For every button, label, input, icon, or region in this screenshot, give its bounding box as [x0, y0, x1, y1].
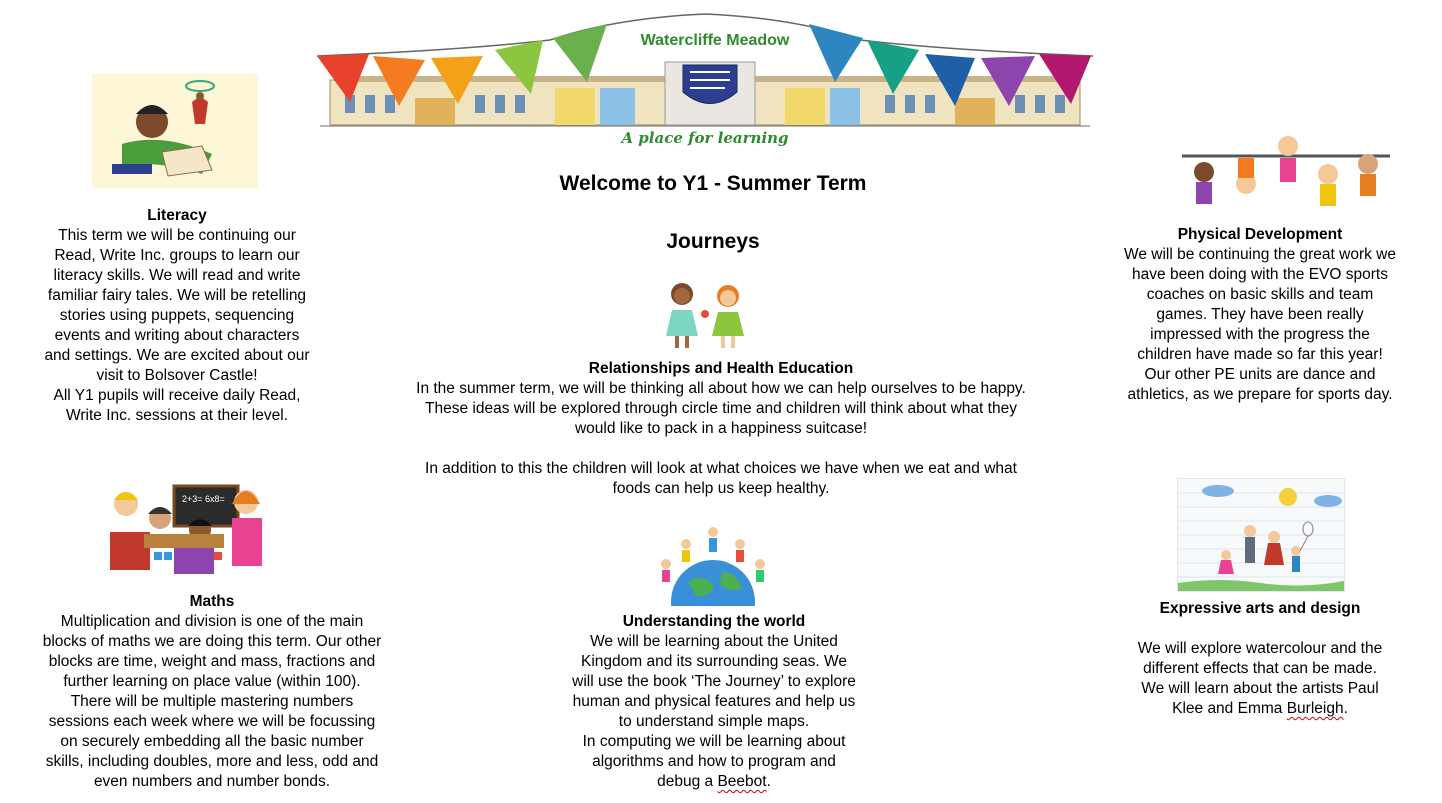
- literacy-line: Read, Write Inc. groups to learn our: [54, 247, 300, 264]
- pd-heading: Physical Development: [1177, 226, 1343, 243]
- ead-spellcheck-word: Burleigh: [1286, 700, 1344, 717]
- world-line: In computing we will be learning about: [582, 733, 846, 750]
- world-line: algorithms and how to program and: [592, 753, 836, 770]
- world-line: human and physical features and help us: [572, 693, 856, 710]
- world-line: Kingdom and its surrounding seas. We: [581, 653, 847, 670]
- maths-line: There will be multiple mastering numbers: [70, 693, 354, 710]
- world-line: will use the book ‘The Journey’ to explore: [572, 673, 856, 690]
- pd-line: We will be continuing the great work we: [1124, 246, 1396, 263]
- maths-line: blocks of maths we are doing this term. Our other: [42, 633, 382, 650]
- literacy-line: Write Inc. sessions at their level.: [66, 407, 288, 424]
- ead-last-line-prefix: Klee and Emma: [1172, 700, 1287, 717]
- world-spellcheck-word: Beebot: [717, 773, 767, 790]
- ead-line: We will explore watercolour and the: [1137, 640, 1383, 657]
- maths-line: sessions each week where we will be focussing: [48, 713, 376, 730]
- literacy-line: events and writing about characters: [54, 327, 300, 344]
- world-image: [648, 522, 778, 606]
- pd-line: Our other PE units are dance and: [1144, 366, 1376, 383]
- maths-section: [22, 592, 402, 792]
- pd-line: children have made so far this year!: [1137, 346, 1383, 363]
- pd-line: athletics, as we prepare for sports day.: [1127, 386, 1393, 403]
- blackboard-text: 2+3= 6x8=: [182, 494, 225, 504]
- pd-line: coaches on basic skills and team: [1146, 286, 1374, 303]
- literacy-line: familiar fairy tales. We will be retelling: [47, 287, 307, 304]
- rhe-line: [371, 439, 1071, 459]
- literacy-image: [92, 74, 258, 188]
- rhe-image: [658, 280, 754, 352]
- world-last-line: [548, 772, 880, 792]
- maths-line: blocks are time, weight and mass, fractions and: [48, 653, 376, 670]
- literacy-line: visit to Bolsover Castle!: [96, 367, 258, 384]
- literacy-line: stories using puppets, sequencing: [59, 307, 295, 324]
- rhe-line: would like to pack in a happiness suitcase!: [574, 420, 868, 437]
- school-tagline: A place for learning: [621, 129, 789, 147]
- maths-line: Multiplication and division is one of the main: [60, 613, 364, 630]
- ead-heading: Expressive arts and design: [1159, 600, 1361, 617]
- ead-line: different effects that can be made.: [1143, 660, 1377, 677]
- pd-section: [1100, 225, 1420, 405]
- world-last-line-prefix: debug a: [657, 773, 718, 790]
- pd-line: have been doing with the EVO sports: [1132, 266, 1388, 283]
- ead-line: We will learn about the artists Paul: [1141, 680, 1379, 697]
- school-banner: [315, 10, 1095, 150]
- world-line: We will be learning about the United: [590, 633, 838, 650]
- literacy-line: This term we will be continuing our: [58, 227, 296, 244]
- school-name: Watercliffe Meadow: [640, 32, 790, 49]
- rhe-line: These ideas will be explored through circle time and children will think about what they: [425, 400, 1017, 417]
- maths-image: [104, 482, 266, 586]
- maths-line: on securely embedding all the basic number: [60, 733, 364, 750]
- rhe-line: foods can help us keep healthy.: [612, 480, 830, 497]
- world-section: [548, 612, 880, 792]
- rhe-heading: Relationships and Health Education: [588, 360, 854, 377]
- rhe-line: In the summer term, we will be thinking all about how we can help ourselves to be happy.: [416, 380, 1026, 397]
- ead-section: [1110, 599, 1410, 719]
- pd-image: [1182, 134, 1390, 220]
- world-last-line-suffix: .: [766, 773, 771, 790]
- ead-last-line-suffix: .: [1343, 700, 1348, 717]
- pd-line: games. They have been really: [1156, 306, 1364, 323]
- world-line: to understand simple maps.: [618, 713, 810, 730]
- literacy-heading: Literacy: [147, 207, 207, 224]
- rhe-line: In addition to this the children will look at what choices we have when we eat and what: [425, 460, 1017, 477]
- maths-heading: Maths: [189, 593, 235, 610]
- ead-image: [1177, 478, 1345, 592]
- ead-last-line: [1110, 699, 1410, 719]
- world-heading: Understanding the world: [622, 613, 806, 630]
- literacy-line: All Y1 pupils will receive daily Read,: [53, 387, 301, 404]
- rhe-section: [371, 359, 1071, 499]
- maths-line: even numbers and number bonds.: [93, 773, 331, 790]
- maths-line: further learning on place value (within 100).: [63, 673, 361, 690]
- page-title: Welcome to Y1 - Summer Term: [559, 172, 867, 195]
- literacy-line: literacy skills. We will read and write: [53, 267, 301, 284]
- pd-line: impressed with the progress the: [1150, 326, 1370, 343]
- literacy-line: and settings. We are excited about our: [44, 347, 310, 364]
- page-subtitle: Journeys: [666, 230, 760, 253]
- literacy-section: [22, 206, 332, 426]
- maths-line: skills, including doubles, more and less, odd and: [45, 753, 379, 770]
